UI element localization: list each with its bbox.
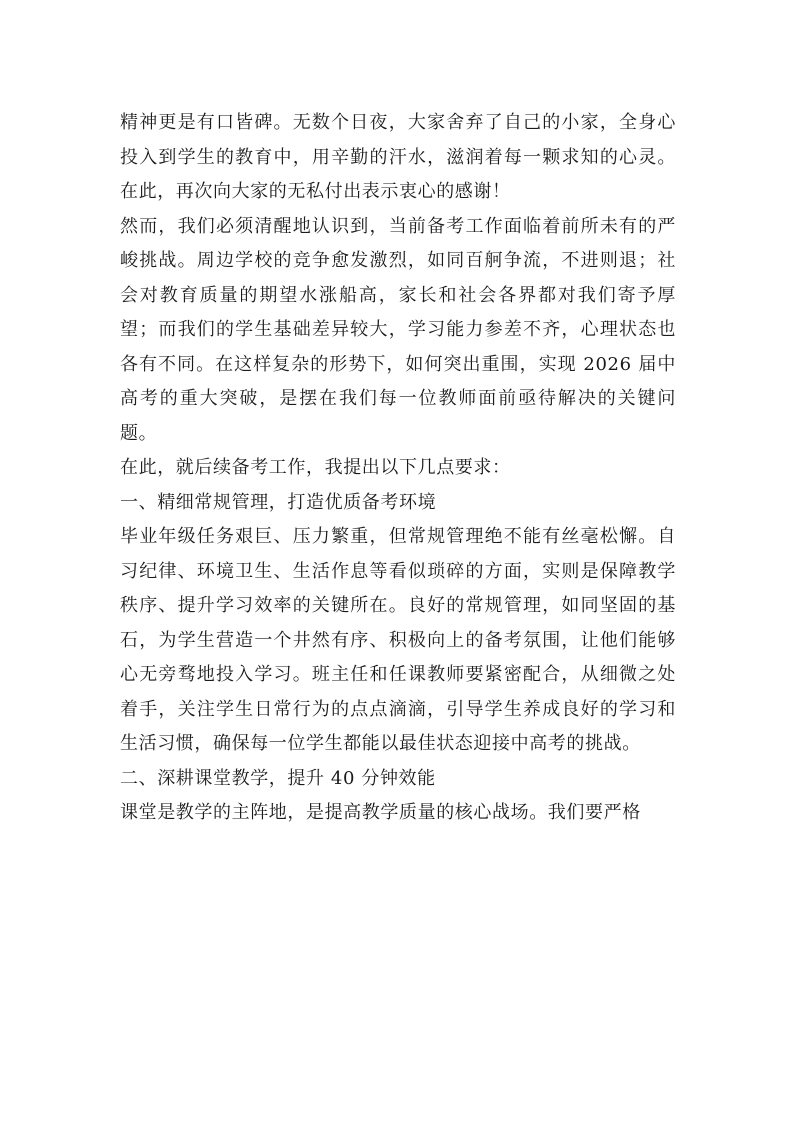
paragraph-requirements-intro: 在此，就后续备考工作，我提出以下几点要求： (120, 457, 511, 478)
section-heading-2: 二、深耕课堂教学，提升 40 分钟效能 (120, 767, 436, 789)
section-heading-1: 一、精细常规管理，打造优质备考环境 (120, 491, 437, 513)
paragraph-challenges: 然而，我们必须清醒地认识到，当前备考工作面临着前所未有的严峻挑战。周边学校的竞争愈发激烈，如同百舸争流，不进则退；社会对教育质量的期望水涨船高，家长和社会各界都对我们寄予厚望；而我们的学生基础差异较大，学习能力参差不齐，心理状态也各有不同。在这样复杂的形势下，如何突出重围，实现 2026 届中高考的重大突破，是摆在我们每一位教师面前亟待解决的关键问题。 (120, 215, 676, 444)
paragraph-gratitude: 精神更是有口皆碑。无数个日夜，大家舍弃了自己的小家，全身心投入到学生的教育中，用辛勤的汗水，滋润着每一颗求知的心灵。在此，再次向大家的无私付出表示衷心的感谢！ (120, 112, 676, 202)
paragraph-routine-management: 毕业年级任务艰巨、压力繁重，但常规管理绝不能有丝毫松懈。自习纪律、环境卫生、生活作息等看似琐碎的方面，实则是保障教学秩序、提升学习效率的关键所在。良好的常规管理，如同坚固的基石，为学生营造一个井然有序、积极向上的备考氛围，让他们能够心无旁骛地投入学习。班主任和任课教师要紧密配合，从细微之处着手，关注学生日常行为的点点滴滴，引导学生养成良好的学习和生活习惯，确保每一位学生都能以最佳状态迎接中高考的挑战。 (120, 526, 676, 754)
paragraph-classroom-teaching: 课堂是教学的主阵地，是提高教学质量的核心战场。我们要严格 (120, 802, 641, 823)
document-body (120, 106, 676, 831)
